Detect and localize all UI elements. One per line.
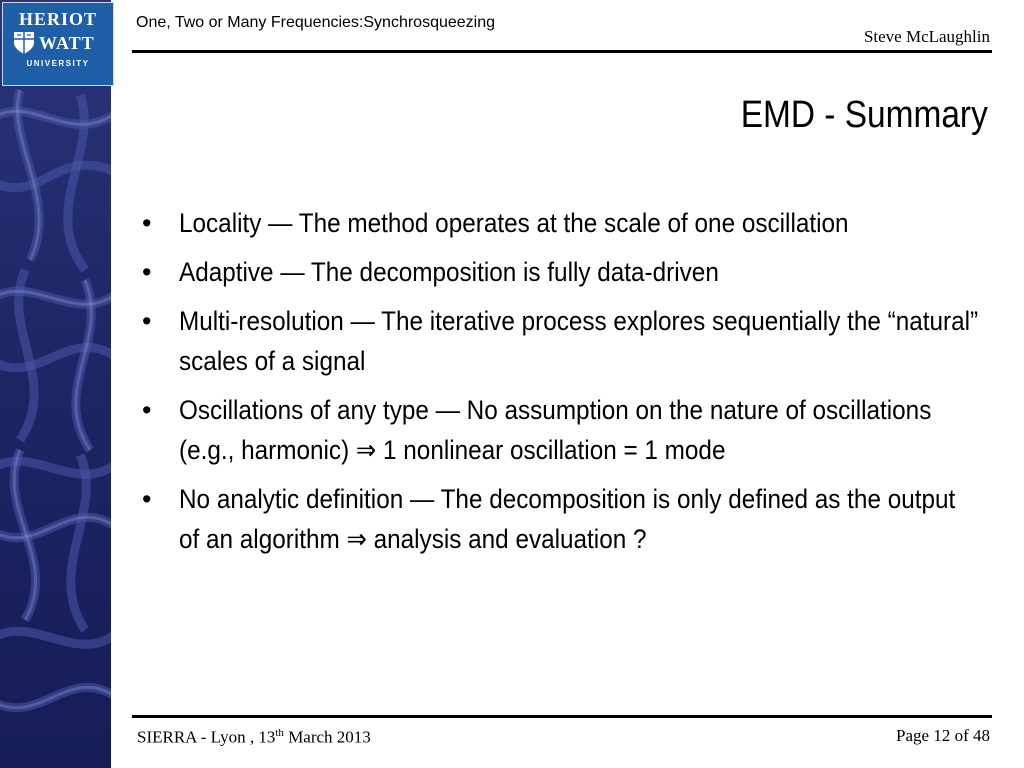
bullet-item (142, 252, 982, 292)
bullet-marker: • (142, 484, 152, 514)
chain-pattern-graphic (0, 0, 111, 768)
bullet-marker: • (142, 306, 152, 336)
logo-text-heriot: HERIOT (18, 9, 98, 29)
logo-row-watt (3, 31, 113, 55)
side-decoration-strip (0, 0, 111, 768)
logo-text-watt: WATT (39, 33, 95, 53)
logo-text-university: UNIVERSITY (26, 59, 90, 68)
presentation-title: One, Two or Many Frequencies:Synchrosqueezing (136, 14, 496, 31)
footer-divider (132, 715, 992, 718)
bullet-marker: • (142, 395, 152, 425)
slide-title: EMD - Summary (740, 94, 988, 136)
crest-shield-icon (13, 31, 35, 55)
footer-event-text: SIERRA - Lyon , 13 (137, 727, 276, 747)
bullet-marker: • (142, 257, 152, 287)
footer-day-suffix: th (275, 727, 284, 739)
footer-date-rest: March 2013 (283, 727, 371, 747)
author-name: Steve McLaughlin (863, 27, 990, 46)
bullet-text: Locality — The method operates at the scale of one oscillation (179, 208, 849, 238)
bullet-text: No analytic definition — The decomposition is only defined as the output of an algorithm ⇒ analysis and evaluation ? (179, 484, 956, 554)
bullet-text: Adaptive — The decomposition is fully data-driven (179, 257, 719, 287)
bullet-item (142, 390, 982, 470)
heriot-watt-logo (2, 2, 114, 86)
bullet-item (142, 301, 982, 381)
page-number: Page 12 of 48 (896, 726, 990, 745)
bullet-item (142, 203, 982, 243)
bullet-list (142, 203, 982, 568)
bullet-text: Multi-resolution — The iterative process explores sequentially the “natural” scales of a signal (179, 306, 979, 376)
header-divider (132, 50, 992, 53)
bullet-item (142, 479, 982, 559)
bullet-marker: • (142, 208, 152, 238)
bullet-text: Oscillations of any type — No assumption on the nature of oscillations (e.g., harmonic) ⇒ 1 nonlinear oscillation = 1 mode (179, 395, 932, 465)
footer-event (137, 727, 371, 748)
